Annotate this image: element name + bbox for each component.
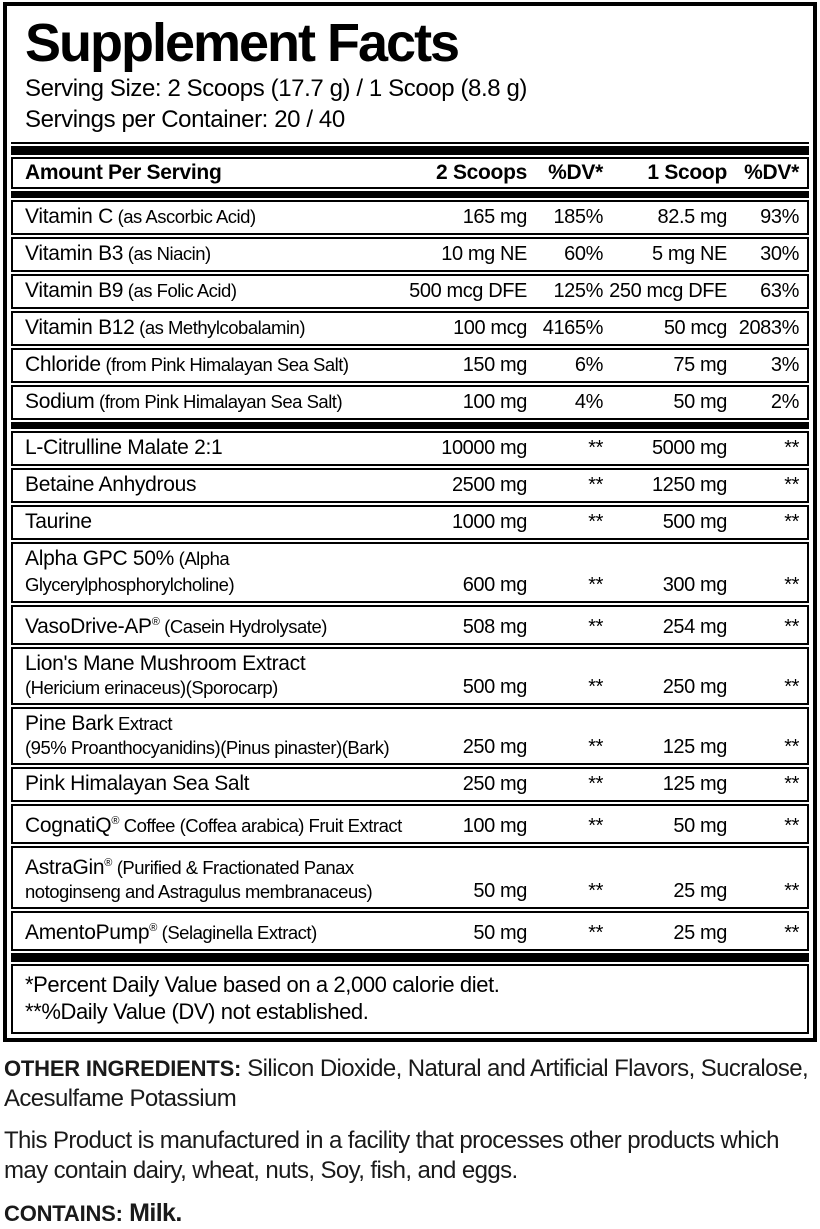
amount-1scoop: 1250 mg <box>651 474 727 496</box>
amount-1scoop: 50 mg <box>673 815 727 837</box>
amount-1scoop: 5 mg NE <box>651 243 727 265</box>
table-row <box>11 431 809 466</box>
ingredient-name: Alpha GPC 50% (Alpha Glycerylphosphorylcholine) <box>25 547 235 595</box>
section-divider-bar <box>11 146 809 155</box>
ingredient-name: Vitamin B3 (as Niacin) <box>25 242 211 265</box>
section-divider-bar <box>11 191 809 198</box>
supplement-facts-title: Supplement Facts <box>25 13 459 73</box>
table-row <box>11 767 809 802</box>
amount-2scoops: 100 mg <box>462 815 527 837</box>
dv-1scoop: ** <box>784 922 799 944</box>
title-block <box>11 10 809 144</box>
dv-1scoop: ** <box>784 474 799 496</box>
amount-1scoop: 50 mg <box>673 391 727 413</box>
dv-1scoop: ** <box>784 511 799 533</box>
ingredient-name: Pine Bark Extract (95% Proanthocyanidins)(Pinus pinaster)(Bark) <box>25 711 409 760</box>
amount-1scoop: 300 mg <box>662 574 727 596</box>
servings-per-container-line: Servings per Container: 20 / 40 <box>25 106 345 133</box>
label-bottom-text <box>0 1042 820 1229</box>
amount-1scoop: 500 mg <box>662 511 727 533</box>
registered-trademark-symbol: ® <box>151 616 160 628</box>
amount-2scoops: 250 mg <box>462 773 527 795</box>
ingredient-name: Pink Himalayan Sea Salt <box>25 772 250 795</box>
table-header-row <box>11 157 809 189</box>
amount-2scoops: 100 mcg <box>453 317 527 339</box>
table-row <box>11 647 809 705</box>
table-row <box>11 804 809 844</box>
dv-1scoop: ** <box>784 574 799 596</box>
dv-1scoop: ** <box>784 736 799 758</box>
section-divider-bar <box>11 953 809 962</box>
amount-1scoop: 75 mg <box>673 354 727 376</box>
dv-1scoop: 2083% <box>738 317 799 339</box>
registered-trademark-symbol: ® <box>111 815 120 827</box>
ingredient-name: L-Citrulline Malate 2:1 <box>25 436 223 459</box>
amount-2scoops: 50 mg <box>473 880 527 902</box>
ingredient-name: AstraGin® (Purified & Fractionated Panax notoginseng and Astragulus membranaceus) <box>25 850 409 904</box>
ingredient-name: Vitamin C (as Ascorbic Acid) <box>25 205 256 228</box>
dv-1scoop: 2% <box>770 391 799 413</box>
facility-notice: This Product is manufactured in a facility that processes other products which may contain dairy, wheat, nuts, Soy, fish, and eggs. <box>4 1127 779 1184</box>
table-row <box>11 605 809 645</box>
other-ingredients-label: OTHER INGREDIENTS: <box>4 1056 242 1081</box>
amount-2scoops: 150 mg <box>462 354 527 376</box>
ingredient-name: Lion's Mane Mushroom Extract (Hericium erinaceus)(Sporocarp) <box>25 651 409 700</box>
registered-trademark-symbol: ® <box>149 922 158 934</box>
table-row <box>11 468 809 503</box>
table-row <box>11 348 809 383</box>
amount-1scoop: 125 mg <box>662 773 727 795</box>
amount-2scoops: 600 mg <box>462 574 527 596</box>
ingredient-name-line2: notoginseng and Astragulus membranaceus) <box>25 881 373 902</box>
amount-2scoops: 10 mg NE <box>441 243 527 265</box>
contains-line <box>4 1198 814 1229</box>
dv-2scoops: ** <box>588 574 603 596</box>
dv-1scoop: ** <box>784 880 799 902</box>
header-1scoop: 1 Scoop <box>647 161 727 184</box>
amount-1scoop: 250 mcg DFE <box>609 280 727 302</box>
dv-1scoop: ** <box>784 676 799 698</box>
ingredient-name: Betaine Anhydrous <box>25 473 197 496</box>
table-row <box>11 237 809 272</box>
dv-2scoops: 60% <box>564 243 603 265</box>
other-ingredients-text: Silicon Dioxide, Natural and Artificial Flavors, Sucralose, Acesulfame Potassium <box>4 1055 809 1112</box>
amount-2scoops: 508 mg <box>462 616 527 638</box>
dv-1scoop: ** <box>784 773 799 795</box>
contains-allergen: Milk. <box>122 1199 182 1227</box>
amount-1scoop: 25 mg <box>673 922 727 944</box>
table-row <box>11 542 809 603</box>
amount-1scoop: 250 mg <box>662 676 727 698</box>
amount-2scoops: 250 mg <box>462 736 527 758</box>
ingredient-name: VasoDrive-AP® (Casein Hydrolysate) <box>25 615 327 638</box>
other-ingredients-paragraph <box>4 1054 814 1114</box>
header-2scoops: 2 Scoops <box>436 161 527 184</box>
vitamins-minerals-section <box>11 200 809 420</box>
ingredient-name: CognatiQ® Coffee (Coffea arabica) Fruit Extract <box>25 814 402 837</box>
table-row <box>11 505 809 540</box>
amount-2scoops: 100 mg <box>462 391 527 413</box>
dv-2scoops: 185% <box>553 206 603 228</box>
active-ingredients-section <box>11 431 809 951</box>
footnotes-box <box>11 964 809 1034</box>
ingredient-name: AmentoPump® (Selaginella Extract) <box>25 921 317 944</box>
ingredient-name: Vitamin B12 (as Methylcobalamin) <box>25 316 305 339</box>
amount-2scoops: 50 mg <box>473 922 527 944</box>
dv-1scoop: 30% <box>760 243 799 265</box>
amount-2scoops: 165 mg <box>462 206 527 228</box>
dv-2scoops: ** <box>588 736 603 758</box>
dv-2scoops: ** <box>588 922 603 944</box>
serving-size-line: Serving Size: 2 Scoops (17.7 g) / 1 Scoop (8.8 g) <box>25 75 528 102</box>
dv-2scoops: ** <box>588 511 603 533</box>
amount-1scoop: 125 mg <box>662 736 727 758</box>
dv-2scoops: ** <box>588 676 603 698</box>
dv-1scoop: ** <box>784 616 799 638</box>
ingredient-name: Vitamin B9 (as Folic Acid) <box>25 279 237 302</box>
ingredient-name-line2: (95% Proanthocyanidins)(Pinus pinaster)(Bark) <box>25 737 390 758</box>
ingredient-name: Chloride (from Pink Himalayan Sea Salt) <box>25 353 349 376</box>
dv-1scoop: ** <box>784 437 799 459</box>
contains-label: CONTAINS: <box>4 1201 123 1226</box>
header-amount-per-serving: Amount Per Serving <box>25 161 222 184</box>
dv-2scoops: ** <box>588 880 603 902</box>
dv-2scoops: 4% <box>574 391 603 413</box>
dv-2scoops: 6% <box>574 354 603 376</box>
footnote-dv-not-established: **%Daily Value (DV) not established. <box>25 999 369 1024</box>
amount-1scoop: 25 mg <box>673 880 727 902</box>
dv-2scoops: 4165% <box>542 317 603 339</box>
amount-1scoop: 5000 mg <box>651 437 727 459</box>
dv-2scoops: ** <box>588 616 603 638</box>
ingredient-name: Sodium (from Pink Himalayan Sea Salt) <box>25 390 343 413</box>
dv-2scoops: ** <box>588 815 603 837</box>
dv-1scoop: 3% <box>770 354 799 376</box>
amount-2scoops: 2500 mg <box>451 474 527 496</box>
header-dv-2scoops: %DV* <box>548 161 603 184</box>
amount-2scoops: 1000 mg <box>451 511 527 533</box>
table-row <box>11 385 809 420</box>
amount-2scoops: 10000 mg <box>441 437 527 459</box>
amount-1scoop: 50 mcg <box>663 317 727 339</box>
table-row <box>11 846 809 909</box>
dv-1scoop: 93% <box>760 206 799 228</box>
registered-trademark-symbol: ® <box>104 857 113 869</box>
amount-1scoop: 254 mg <box>662 616 727 638</box>
dv-2scoops: ** <box>588 474 603 496</box>
ingredient-name-line2: (Hericium erinaceus)(Sporocarp) <box>25 677 278 698</box>
amount-1scoop: 82.5 mg <box>657 206 727 228</box>
table-row <box>11 707 809 765</box>
footnote-daily-value: *Percent Daily Value based on a 2,000 calorie diet. <box>25 972 500 997</box>
table-row <box>11 200 809 235</box>
ingredient-name: Taurine <box>25 510 92 533</box>
amount-2scoops: 500 mg <box>462 676 527 698</box>
dv-1scoop: ** <box>784 815 799 837</box>
table-row <box>11 274 809 309</box>
amount-2scoops: 500 mcg DFE <box>409 280 527 302</box>
dv-2scoops: ** <box>588 437 603 459</box>
dv-2scoops: ** <box>588 773 603 795</box>
dv-1scoop: 63% <box>760 280 799 302</box>
header-dv-1scoop: %DV* <box>744 161 799 184</box>
dv-2scoops: 125% <box>553 280 603 302</box>
section-divider-bar <box>11 422 809 429</box>
supplement-facts-panel <box>3 2 817 1042</box>
table-row <box>11 911 809 951</box>
table-row <box>11 311 809 346</box>
